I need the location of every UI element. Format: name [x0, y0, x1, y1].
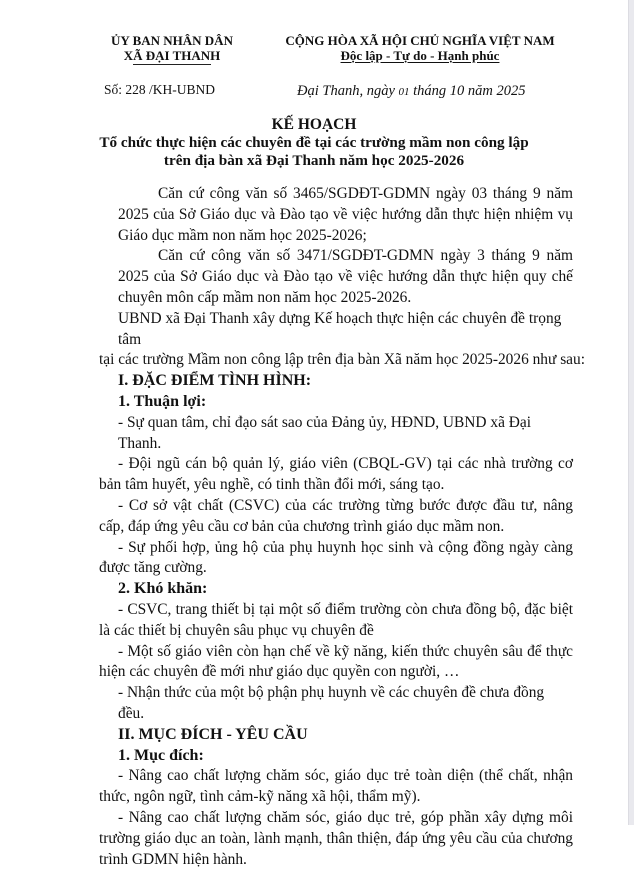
intro-text-2: tại các trường Mầm non công lập trên địa bàn Xã năm học 2025-2026 như sau: [99, 351, 585, 369]
authority-name: ỦY BAN NHÂN DÂN [111, 33, 233, 48]
advantage-item-2 [99, 454, 573, 496]
purpose-item-1: - Nâng cao chất lượng chăm sóc, giáo dục trẻ toàn diện (thể chất, nhận thức, ngôn ngữ, tình cảm-kỹ năng xã hội, thẩm mỹ). [99, 767, 573, 806]
intro-line-2 [99, 350, 585, 371]
difficulty-item-2: - Một số giáo viên còn hạn chế về kỹ năng, kiến thức chuyên sâu để thực hiện các chuyên đề mới như giáo dục quyền con người, … [99, 642, 573, 681]
document-number: Số: 228 /KH-UBND [104, 82, 216, 97]
issuing-authority [88, 33, 256, 65]
national-motto: Độc lập - Tự do - Hạnh phúc [340, 48, 500, 63]
advantage-item-2-text: - Đội ngũ cán bộ quản lý, giáo viên (CBQL-GV) tại các nhà trường cơ bản tâm huyết, yêu nghề, có tinh thần đổi mới, sáng tạo. [99, 455, 573, 494]
intro-text-1: UBND xã Đại Thanh xây dựng Kế hoạch thực hiện các chuyên đề trọng tâm [118, 309, 562, 348]
place-and-date [297, 83, 526, 100]
date-day: 01 [398, 86, 410, 98]
difficulty-item-3: - Nhận thức của một bộ phận phụ huynh về các chuyên đề chưa đồng đều. [118, 684, 545, 722]
title-type: KẾ HOẠCH [271, 116, 357, 133]
difficulty-item-1: - CSVC, trang thiết bị tại một số điểm trường còn chưa đồng bộ, đặc biệt là các thiết bị chuyên sâu phục vụ chuyên đề [99, 600, 573, 639]
commune-name: XÃ ĐẠI THANH [123, 48, 221, 63]
advantage-item-3: - Cơ sở vật chất (CSVC) của các trường từng bước được đầu tư, nâng cấp, đáp ứng yêu cầu cơ bản của chương trình giáo dục mầm non. [99, 496, 573, 535]
document-body [99, 184, 585, 870]
title-subject-line2: trên địa bàn xã Đại Thanh năm học 2025-2026 [163, 152, 465, 169]
date-month-year: tháng 10 năm 2025 [409, 83, 526, 99]
subheading-purpose: 1. Mục đích: [118, 746, 204, 764]
document-title [0, 116, 628, 170]
national-title: CỘNG HÒA XÃ HỘI CHỦ NGHĨA VIỆT NAM [285, 33, 555, 48]
section-heading-1: I. ĐẶC ĐIỂM TÌNH HÌNH: [118, 372, 312, 390]
purpose-item-2: - Nâng cao chất lượng chăm sóc, giáo dục trẻ, góp phần xây dựng môi trường giáo dục an toàn, lành mạnh, thân thiện, đáp ứng yêu cầu của chương trình GDMN hiện hành. [99, 808, 573, 868]
legal-basis-1: Căn cứ công văn số 3465/SGDĐT-GDMN ngày 03 tháng 9 năm 2025 của Sở Giáo dục và Đào tạo về việc hướng dẫn thực hiện nhiệm vụ Giáo dục mầm non năm học 2025-2026; [118, 185, 573, 244]
title-subject-line1: Tổ chức thực hiện các chuyên đề tại các trường mầm non công lập [99, 134, 529, 151]
national-header [275, 33, 565, 63]
advantage-item-1: - Sự quan tâm, chỉ đạo sát sao của Đảng ủy, HĐND, UBND xã Đại Thanh. [118, 413, 531, 452]
page-edge-scrollbar [628, 0, 634, 825]
authority-underline [133, 64, 211, 65]
intro-line-1 [118, 309, 573, 351]
advantage-item-4: - Sự phối hợp, ủng hộ của phụ huynh học sinh và cộng đồng ngày càng được tăng cường. [99, 538, 573, 577]
legal-basis-2: Căn cứ công văn số 3471/SGDĐT-GDMN ngày 3 tháng 9 năm 2025 của Sở Giáo dục và Đào tạo về việc hướng dẫn thực hiện quy chế chuyên môn cấp mầm non năm học 2025-2026. [118, 247, 573, 306]
subheading-difficulties: 2. Khó khăn: [118, 580, 208, 598]
section-heading-2: II. MỤC ĐÍCH - YÊU CẦU [118, 725, 308, 743]
subheading-advantages: 1. Thuận lợi: [118, 392, 207, 410]
place-prefix: Đại Thanh, ngày [297, 83, 399, 99]
